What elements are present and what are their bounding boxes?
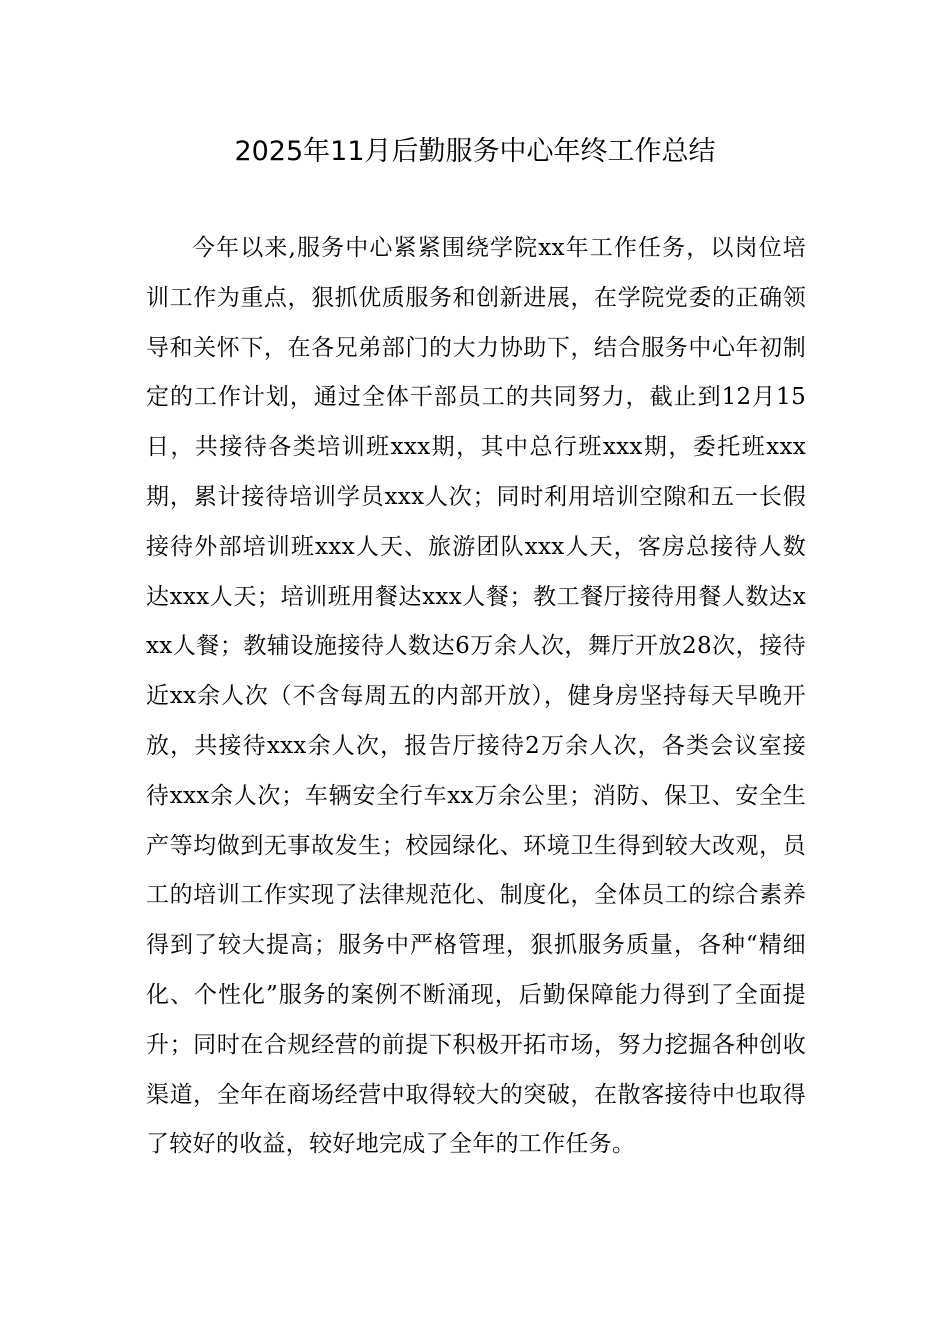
body-paragraph: 今年以来,服务中心紧紧围绕学院xx年工作任务，以岗位培训工作为重点，狠抓优质服务和创新进展，在学院党委的正确领导和关怀下，在各兄弟部门的大力协助下，结合服务中心年初制定的工作计划，通过全体干部员工的共同努力，截止到12月15日，共接待各类培训班xxx期，其中总行班xxx期，委托班xxx期，累计接待培训学员xxx人次；同时利用培训空隙和五一长假接待外部培训班xxx人天、旅游团队xxx人天，客房总接待人数达xxx人天；培训班用餐达xxx人餐；教工餐厅接待用餐人数达xxx人餐；教辅设施接待人数达6万余人次，舞厅开放28次，接待近xx余人次（不含每周五的内部开放），健身房坚持每天早晚开放，共接待xxx余人次，报告厅接待2万余人次，各类会议室接待xxx余人次；车辆安全行车xx万余公里；消防、保卫、安全生产等均做到无事故发生；校园绿化、环境卫生得到较大改观，员工的培训工作实现了法律规范化、制度化，全体员工的综合素养得到了较大提高；服务中严格管理，狠抓服务质量，各种“精细化、个性化”服务的案例不断涌现，后勤保障能力得到了全面提升；同时在合规经营的前提下积极开拓市场，努力挖掘各种创收渠道，全年在商场经营中取得较大的突破，在散客接待中也取得了较好的收益，较好地完成了全年的工作任务。 (146, 235, 806, 1158)
document-title: 2025年11月后勤服务中心年终工作总结 (234, 136, 716, 167)
